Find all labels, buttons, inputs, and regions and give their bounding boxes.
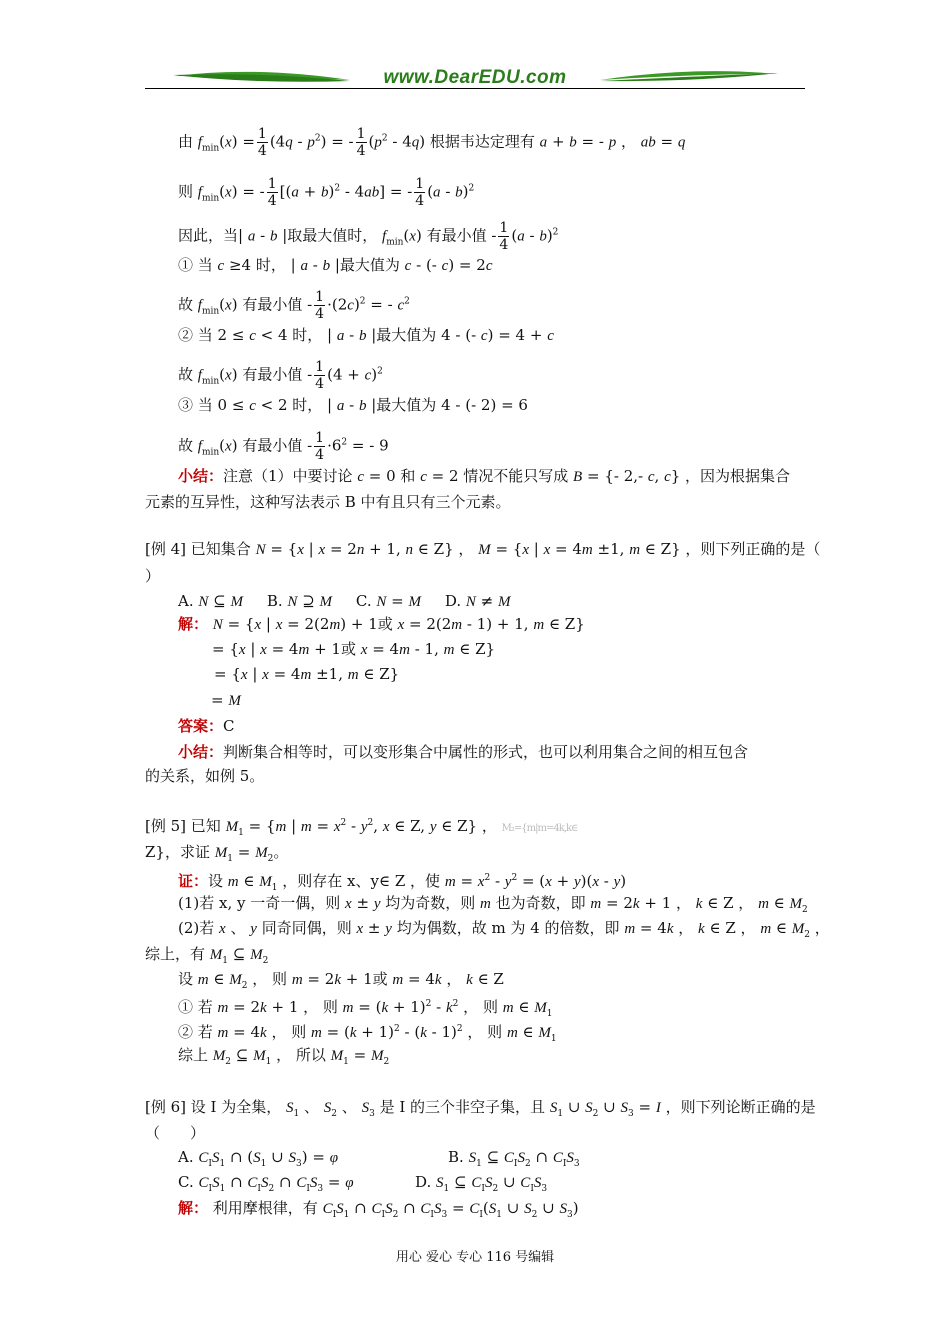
text-line: ② 当 2 ≤ c < 4 时， | a - b |最大值为 4 - (- c) = 4 + c [178,326,554,344]
proof-line: 设 m ∈ $M_2$ ， 则 m = 2k + 1或 m = 4k ， k ∈ Z [178,970,504,991]
example-6-question: [例 6] 设 I 为全集， $S_1$ 、 $S_2$ 、 $S_3$ 是 I 的三个非空子集，且 $S_1$ ∪ $S_2$ ∪ $S_3 = I$ ，则下列论断正确的是 [145,1098,816,1119]
text-line: Z}，求证 $M_1 = M_2$。 [145,843,289,864]
text-line: 故 $f_{min}(x)$ 有最小值 - $\frac{1}{4}$ $\cdot(2c)^2$ = - $c^2$ [178,289,410,322]
text-line: ① 当 c ≥4 时， | a - b |最大值为 c - (- c) = 2c [178,256,493,274]
example-4-question: [例 4] 已知集合 N = {x | x = 2n + 1, n ∈ Z} ， M = {x | x = 4m ±1, m ∈ Z} ，则下列正确的是（ [145,540,821,558]
answer-line: 答案：C [178,717,235,735]
summary-line: 小结：判断集合相等时，可以变形集合中属性的形式，也可以利用集合之间的相互包含 [178,743,749,761]
proof-line: ② 若 m = 4k ， 则 $m = (k + 1)^2 - (k - 1)^2$ ， 则 m ∈ $M_1$ [178,1023,557,1044]
text-line: 则 $f_{min}(x)$ = - $\frac{1}{4}$ $[(a + b)^2 - 4ab]$ = - $\frac{1}{4}$ (a - b)$^2$ [178,176,475,209]
text-line: ③ 当 0 ≤ c < 2 时， | a - b |最大值为 4 - (- 2) = 6 [178,396,528,414]
text-line: 故 $f_{min}(x)$ 有最小值 - $\frac{1}{4}$ $(4 + c)^2$ [178,359,383,392]
example-4-options: A. N ⊆ M B. N ⊇ M C. N = M D. N ≠ M [178,592,511,610]
option-a: A. $C_IS_1$ ∩ ($S_1$ ∪ $S_3) = \varphi$ [178,1148,339,1169]
solution-line: = {x | x = 4m + 1或 x = 4m - 1, m ∈ Z} [212,640,496,658]
proof-line: (2)若 x 、 y 同奇同偶，则 x ± y 均为偶数，故 m 为 4 的倍数，即 m = 4k ， k ∈ Z ， m ∈ $M_2$ ， [178,919,830,940]
solution-line: = M [211,691,241,709]
summary-line: 元素的互异性，这种写法表示 B 中有且只有三个元素。 [145,493,511,511]
option-b: B. $S_1$ ⊆ $C_IS_2$ ∩ $C_IS_3$ [448,1148,580,1169]
site-logo[interactable]: www.DearEDU.com [383,67,567,88]
option-d: D. $S_1$ ⊆ $C_IS_2$ ∪ $C_IS_3$ [415,1173,548,1194]
proof-line: ① 若 m = 2k + 1 ， 则 $m = (k + 1)^2 - k^2$ ， 则 m ∈ $M_1$ [178,998,553,1019]
text-line: 由 $f_{min}(x)$ = $\frac{1}{4}$ $(4q - p^2)$ = - $\frac{1}{4}$ $(p^2 - 4q)$ 根据韦达定理有 a + b = - p ， ab = q [178,126,686,159]
option-c: C. $C_IS_1$ ∩ $C_IS_2$ ∩ $C_IS_3 = \varphi$ [178,1173,354,1194]
solution-line: 解： N = {x | x = 2(2m) + 1或 x = 2(2m - 1) + 1, m ∈ Z} [178,615,585,633]
solution-line: 解： 利用摩根律，有 $C_IS_1$ ∩ $C_IS_2$ ∩ $C_IS_3 = C_I(S_1$ ∪ $S_2$ ∪ $S_3$) [178,1199,579,1220]
summary-line: 的关系，如例 5。 [145,767,265,785]
page-footer: 用心 爱心 专心 116 号编辑 [395,1250,555,1265]
proof-line: 综上 $M_2$ ⊆ $M_1$ ， 所以 $M_1 = M_2$ [178,1046,390,1067]
text-line: （ ） [145,1124,206,1142]
text-line: 故 $f_{min}(x)$ 有最小值 - $\frac{1}{4}$ $\cdot 6^2$ = - 9 [178,430,389,463]
summary-line: 小结：注意（1）中要讨论 c = 0 和 c = 2 情况不能只写成 B = {- 2,- c, c} ，因为根据集合 [178,467,791,485]
proof-line: 证：设 m ∈ $M_1$ ，则存在 x、y∈ Z ，使 $m = x^2 - y^2 = (x + y)(x - y)$ [178,872,627,893]
text-line: 因此，当| a - b |取最大值时， $f_{min}(x)$ 有最小值 - $\frac{1}{4}$ (a - b)$^2$ [178,220,559,253]
example-5-question: [例 5] 已知 $M_1 = \{m$ | $m = x^2 - y^2$, x ∈ Z, y ∈ Z} ， M₂={m|m=4k,k∈ [145,817,578,838]
proof-line: (1)若 x, y 一奇一偶，则 x ± y 均为奇数，则 m 也为奇数，即 m = 2k + 1 ， k ∈ Z ， m ∈ $M_2$ [178,894,808,915]
header-rule [145,88,805,89]
proof-line: 综上，有 $M_1$ ⊆ $M_2$ [145,945,269,966]
text-line: ） [145,567,161,585]
solution-line: = {x | x = 4m ±1, m ∈ Z} [214,665,400,683]
